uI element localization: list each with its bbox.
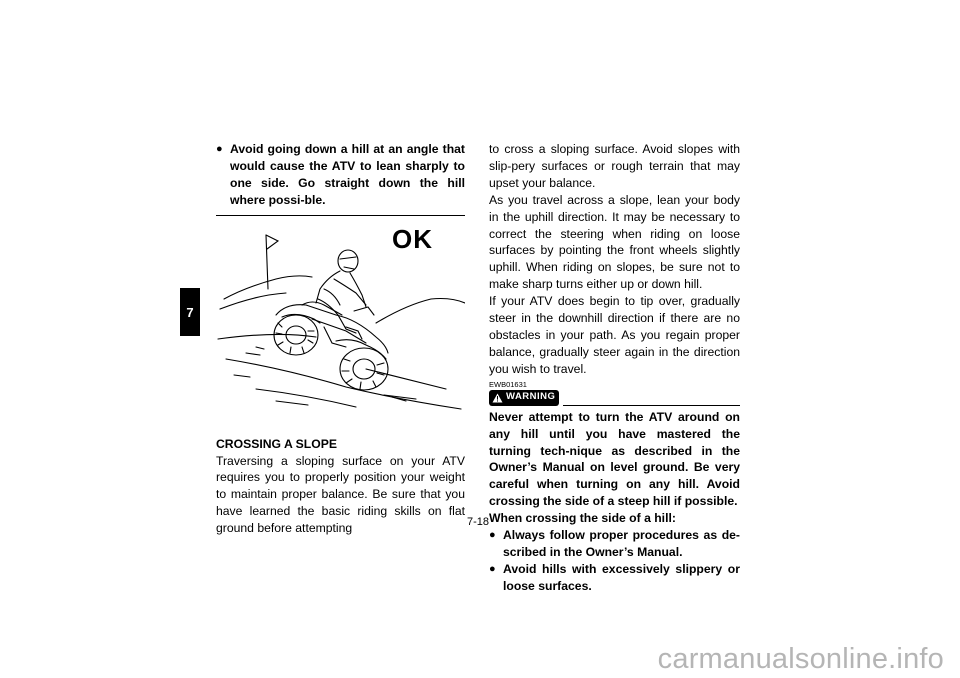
left-column: [216, 141, 465, 537]
warning-bullet: [489, 561, 740, 595]
divider: [216, 215, 465, 216]
warning-text: Never attempt to turn the ATV around on any hill until you have mastered the turning tech-nique as described in the Owner’s Manual on level ground. Be very careful when turning on any hill. Avoid crossing the side of a steep hill if possible.: [489, 409, 740, 509]
right-column: [489, 141, 740, 595]
warning-label: WARNING: [506, 391, 556, 403]
atv-downhill-illustration: [216, 219, 465, 415]
watermark: carmanualsonline.info: [657, 643, 944, 675]
section-heading: CROSSING A SLOPE: [216, 436, 337, 451]
warning-body: [489, 409, 740, 595]
bullet-dot-icon: ●: [489, 529, 496, 542]
warning-bullet-text: Always follow proper procedures as de-scribed in the Owner’s Manual.: [503, 528, 740, 559]
bullet-dot-icon: ●: [216, 143, 223, 155]
body-paragraph: As you travel across a slope, lean your body in the uphill direction. It may be necessary to correct the steering when riding on loose surfaces by pointing the front wheels slightly uphill. When riding on slopes, be sure not to make sharp turns either up or down hill.: [489, 192, 740, 292]
page-number: 7-18: [467, 516, 490, 528]
warning-rule: [563, 405, 740, 406]
warning-code: EWB01631: [489, 379, 527, 389]
illustration-ok-label: OK: [392, 223, 433, 254]
warning-bullet-text: Avoid hills with excessively slippery or loose surfaces.: [503, 561, 740, 593]
warning-row: [489, 390, 740, 406]
warning-header: [489, 380, 740, 406]
warning-triangle-icon: [492, 393, 503, 403]
warning-subheading: When crossing the side of a hill:: [489, 511, 676, 526]
bullet-text: Avoid going down a hill at an angle that would cause the ATV to lean sharply to one side. Go straight down the hill where possi-ble.: [230, 142, 465, 207]
body-paragraph: to cross a sloping surface. Avoid slopes with slip-pery surfaces or rough terrain that may upset your balance.: [489, 142, 740, 190]
body-paragraph: Traversing a sloping surface on your ATV requires you to properly position your weight to maintain proper balance. Be sure that you have learned the basic riding skills on flat ground before attempting: [216, 453, 465, 536]
chapter-tab: 7: [180, 288, 200, 336]
bullet-dot-icon: ●: [489, 562, 496, 575]
warning-bullet: [489, 527, 740, 561]
bullet-item: [216, 141, 465, 209]
warning-badge: [489, 390, 559, 406]
body-paragraph: If your ATV does begin to tip over, gradually steer in the downhill direction if there are no obstacles in your path. As you regain proper balance, gradually steer again in the direction you wish to travel.: [489, 294, 740, 376]
